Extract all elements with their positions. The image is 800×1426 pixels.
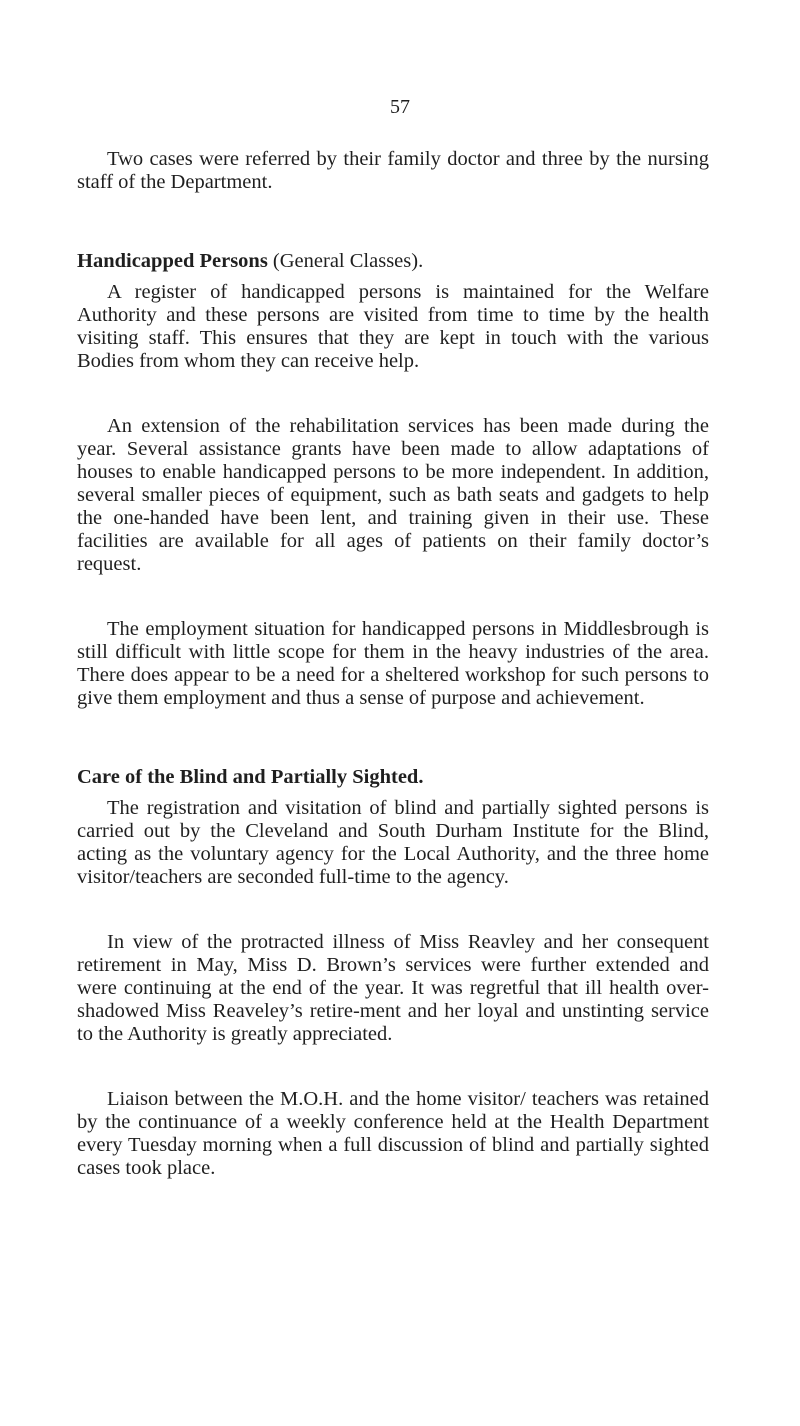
blind-paragraph-3: Liaison between the M.O.H. and the home visitor/ teachers was retained by the continuance of a weekly conference held at the Health Department every Tuesday morning when a full discussion of blind and partially sighted cases took place. [77,1088,709,1179]
handicapped-paragraph-2: An extension of the rehabilitation services has been made during the year. Several assistance grants have been made to allow adaptations of houses to enable handicapped persons to be more independent. In addition, several smaller pieces of equipment, such as bath seats and gadgets to help the one-handed have been lent, and training given in their use. These facilities are available for all ages of patients on their family doctor’s request. [77,415,709,575]
blind-heading-text: Care of the Blind and Partially Sighted. [77,766,424,788]
intro-paragraph: Two cases were referred by their family doctor and three by the nursing staff of the Department. [77,148,709,193]
blind-paragraph-2: In view of the protracted illness of Miss Reavley and her consequent retirement in May, Miss D. Brown’s services were further extended and were continuing at the end of the year. It was regretful that ill health over-shadowed Miss Reaveley’s retire-ment and her loyal and unstinting service to the Authority is greatly appreciated. [77,931,709,1045]
handicapped-heading-normal: (General Classes). [267,250,424,272]
handicapped-paragraph-1: A register of handicapped persons is maintained for the Welfare Authority and these persons are visited from time to time by the health visiting staff. This ensures that they are kept in touch with the various Bodies from whom they can receive help. [77,281,709,372]
page-content [77,148,709,1180]
blind-heading [77,766,709,789]
page-number: 57 [390,96,410,118]
blind-paragraph-1: The registration and visitation of blind and partially sighted persons is carried out by the Cleveland and South Durham Institute for the Blind, acting as the voluntary agency for the Local Authority, and the three home visitor/teachers are seconded full-time to the agency. [77,797,709,888]
handicapped-heading [77,250,709,273]
handicapped-heading-bold: Handicapped Persons [77,250,268,272]
handicapped-paragraph-3: The employment situation for handicapped persons in Middlesbrough is still difficult with little scope for them in the heavy industries of the area. There does appear to be a need for a sheltered workshop for such persons to give them employment and thus a sense of purpose and achievement. [77,618,709,709]
